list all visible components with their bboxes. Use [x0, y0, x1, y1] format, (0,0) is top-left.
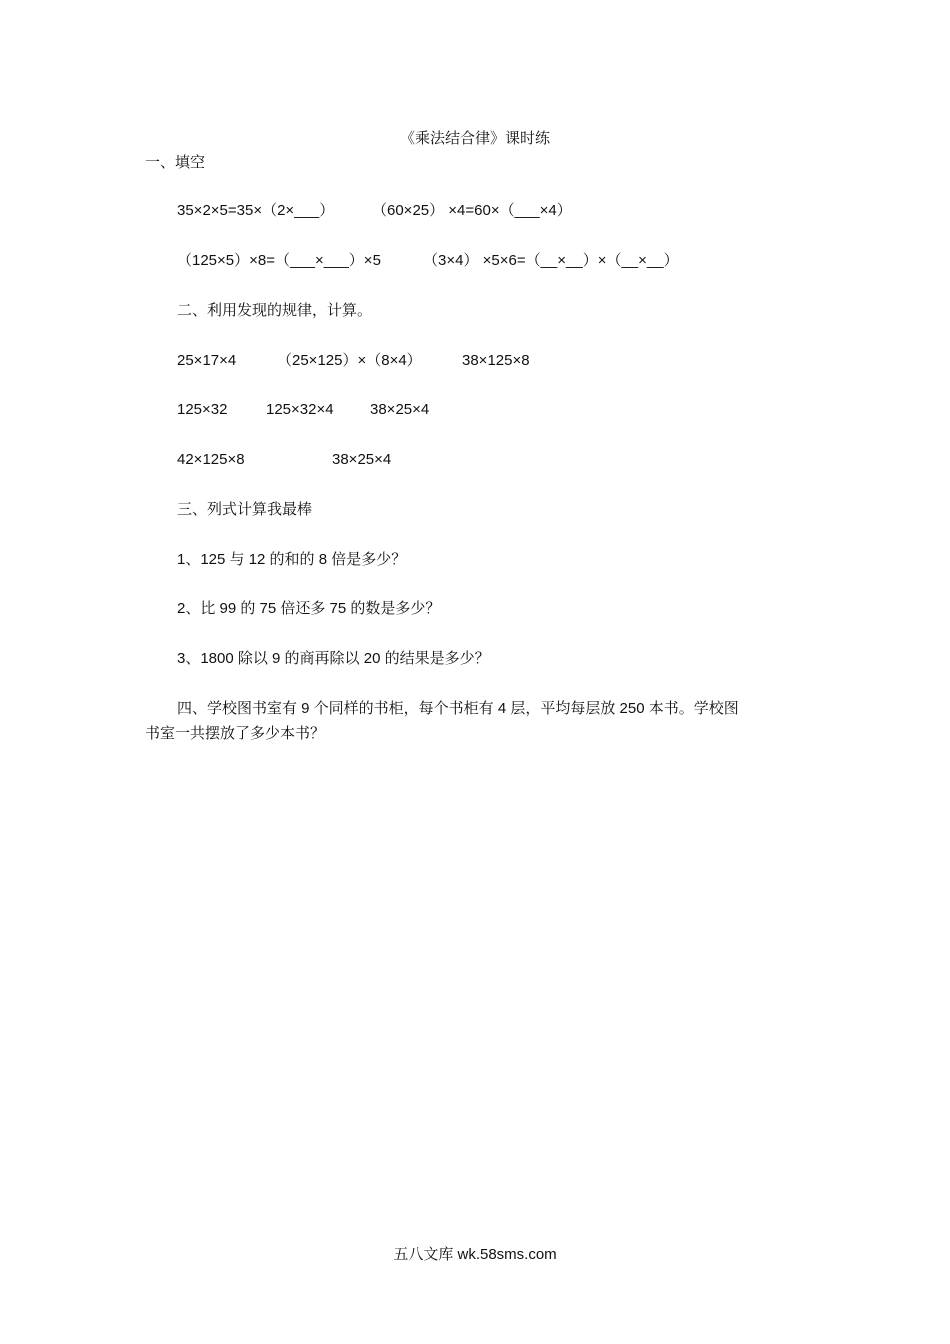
calc-item-6: 38×25×4	[370, 401, 430, 418]
fill-blank-1: 35×2×5=35×（2×___）	[177, 202, 335, 219]
calc-item-5: 125×32×4	[266, 401, 334, 418]
word-problem-1: 1、125 与 12 的和的 8 倍是多少？	[177, 551, 407, 568]
calc-item-7: 42×125×8	[177, 451, 245, 468]
fill-blank-2: （60×25） ×4=60×（___×4）	[372, 202, 572, 219]
footer-watermark: 五八文库 wk.58sms.com	[393, 1246, 557, 1263]
fill-blank-4: （3×4） ×5×6=（__×__）×（__×__）	[423, 252, 679, 269]
section4-line1: 四、学校图书室有 9 个同样的书柜，每个书柜有 4 层，平均每层放 250 本书。学校图	[177, 700, 739, 717]
fill-blank-3: （125×5）×8=（___×___）×5	[177, 252, 381, 269]
document-title: 《乘法结合律》课时练	[399, 129, 550, 147]
section3-heading: 三、列式计算我最棒	[177, 501, 313, 518]
word-problem-2: 2、比 99 的 75 倍还多 75 的数是多少？	[177, 600, 441, 617]
calc-item-2: （25×125）×（8×4）	[277, 352, 422, 369]
calc-item-4: 125×32	[177, 401, 228, 418]
word-problem-3: 3、1800 除以 9 的商再除以 20 的结果是多少？	[177, 650, 490, 667]
section1-heading: 一、填空	[145, 154, 206, 171]
calc-item-8: 38×25×4	[332, 451, 392, 468]
calc-item-3: 38×125×8	[462, 352, 530, 369]
section4-line2: 书室一共摆放了多少本书？	[145, 725, 326, 742]
section2-heading: 二、利用发现的规律，计算。	[177, 302, 373, 319]
calc-item-1: 25×17×4	[177, 352, 237, 369]
